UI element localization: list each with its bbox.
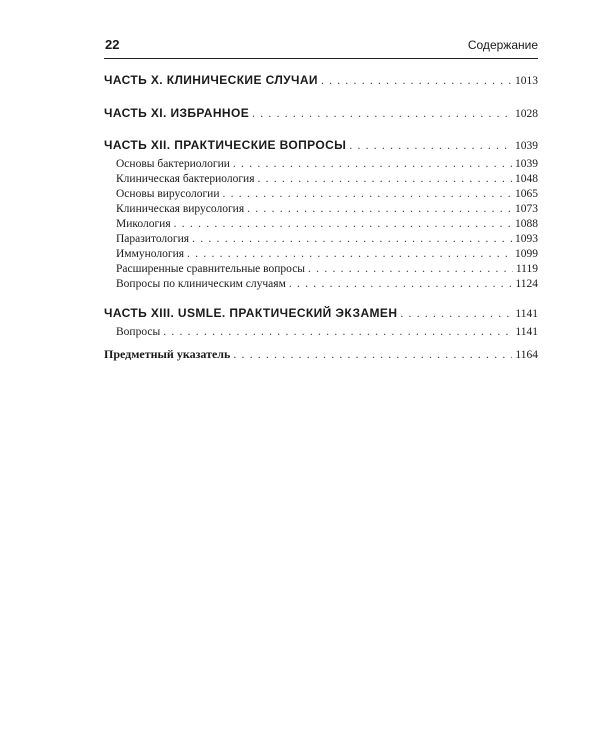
toc-entry-chapter[interactable] bbox=[104, 203, 538, 215]
toc-entry-chapter[interactable] bbox=[104, 173, 538, 185]
toc-entry-page: 1093 bbox=[515, 233, 538, 245]
toc-entry-chapter[interactable] bbox=[104, 158, 538, 170]
dot-leader bbox=[187, 248, 512, 260]
toc-entry-subject-index[interactable] bbox=[104, 347, 538, 362]
toc-entry-label: Паразитология bbox=[116, 233, 190, 245]
dot-leader bbox=[223, 188, 513, 200]
toc-entry-chapter[interactable] bbox=[104, 278, 538, 290]
toc-entry-page: 1141 bbox=[515, 308, 538, 320]
toc-entry-label: ЧАСТЬ X. КЛИНИЧЕСКИЕ СЛУЧАИ bbox=[104, 73, 318, 87]
dot-leader bbox=[233, 349, 512, 361]
toc-entry-label: ЧАСТЬ XII. ПРАКТИЧЕСКИЕ ВОПРОСЫ bbox=[104, 138, 347, 152]
toc-entry-part-xii[interactable] bbox=[104, 138, 538, 152]
toc-entry-label: Клиническая бактериология bbox=[116, 173, 255, 185]
toc-entry-chapter[interactable] bbox=[104, 218, 538, 230]
dot-leader bbox=[233, 158, 512, 170]
header-rule bbox=[104, 58, 538, 59]
dot-leader bbox=[258, 173, 512, 185]
dot-leader bbox=[163, 326, 512, 338]
toc-entry-page: 1028 bbox=[515, 108, 538, 120]
toc-entry-page: 1013 bbox=[515, 75, 538, 87]
toc-entry-label: Клиническая вирусология bbox=[116, 203, 245, 215]
page-number: 22 bbox=[105, 37, 120, 52]
toc-entry-page: 1099 bbox=[515, 248, 538, 260]
toc-entry-part-x[interactable] bbox=[104, 73, 538, 87]
toc-entry-label: Расширенные сравнительные вопросы bbox=[116, 263, 306, 275]
toc-entry-page: 1164 bbox=[515, 349, 538, 361]
toc-entry-label: Микология bbox=[116, 218, 171, 230]
toc-entry-label: ЧАСТЬ XIII. USMLE. ПРАКТИЧЕСКИЙ ЭКЗАМЕН bbox=[104, 306, 398, 320]
toc-entry-label: Предметный указатель bbox=[104, 347, 231, 361]
toc-entry-chapter[interactable] bbox=[104, 326, 538, 338]
dot-leader bbox=[192, 233, 512, 245]
toc-entry-label: Вопросы по клиническим случаям bbox=[116, 278, 286, 290]
toc-entry-label: Вопросы bbox=[116, 326, 161, 338]
dot-leader bbox=[308, 263, 513, 275]
toc-entry-label: Иммунология bbox=[116, 248, 185, 260]
toc-entry-page: 1124 bbox=[515, 278, 538, 290]
toc-entry-part-xiii[interactable] bbox=[104, 306, 538, 320]
dot-leader bbox=[252, 108, 512, 120]
toc-entry-page: 1039 bbox=[515, 140, 538, 152]
toc-entry-label: ЧАСТЬ XI. ИЗБРАННОЕ bbox=[104, 106, 250, 120]
toc-entry-chapter[interactable] bbox=[104, 233, 538, 245]
toc-entry-page: 1073 bbox=[515, 203, 538, 215]
dot-leader bbox=[349, 140, 512, 152]
dot-leader bbox=[289, 278, 513, 290]
toc-entry-label: Основы бактериологии bbox=[116, 158, 230, 170]
toc-entry-page: 1141 bbox=[515, 326, 538, 338]
toc-entry-page: 1048 bbox=[515, 173, 538, 185]
toc-entry-chapter[interactable] bbox=[104, 188, 538, 200]
toc-entry-label: Основы вирусологии bbox=[116, 188, 220, 200]
toc-entry-chapter[interactable] bbox=[104, 248, 538, 260]
toc-entry-page: 1039 bbox=[515, 158, 538, 170]
dot-leader bbox=[400, 308, 512, 320]
dot-leader bbox=[247, 203, 512, 215]
toc-entry-page: 1088 bbox=[515, 218, 538, 230]
running-title: Содержание bbox=[467, 38, 538, 52]
toc-entry-part-xi[interactable] bbox=[104, 106, 538, 120]
toc-entry-page: 1119 bbox=[515, 263, 538, 275]
dot-leader bbox=[174, 218, 512, 230]
toc-entry-page: 1065 bbox=[515, 188, 538, 200]
toc-entry-chapter[interactable] bbox=[104, 263, 538, 275]
dot-leader bbox=[321, 75, 512, 87]
